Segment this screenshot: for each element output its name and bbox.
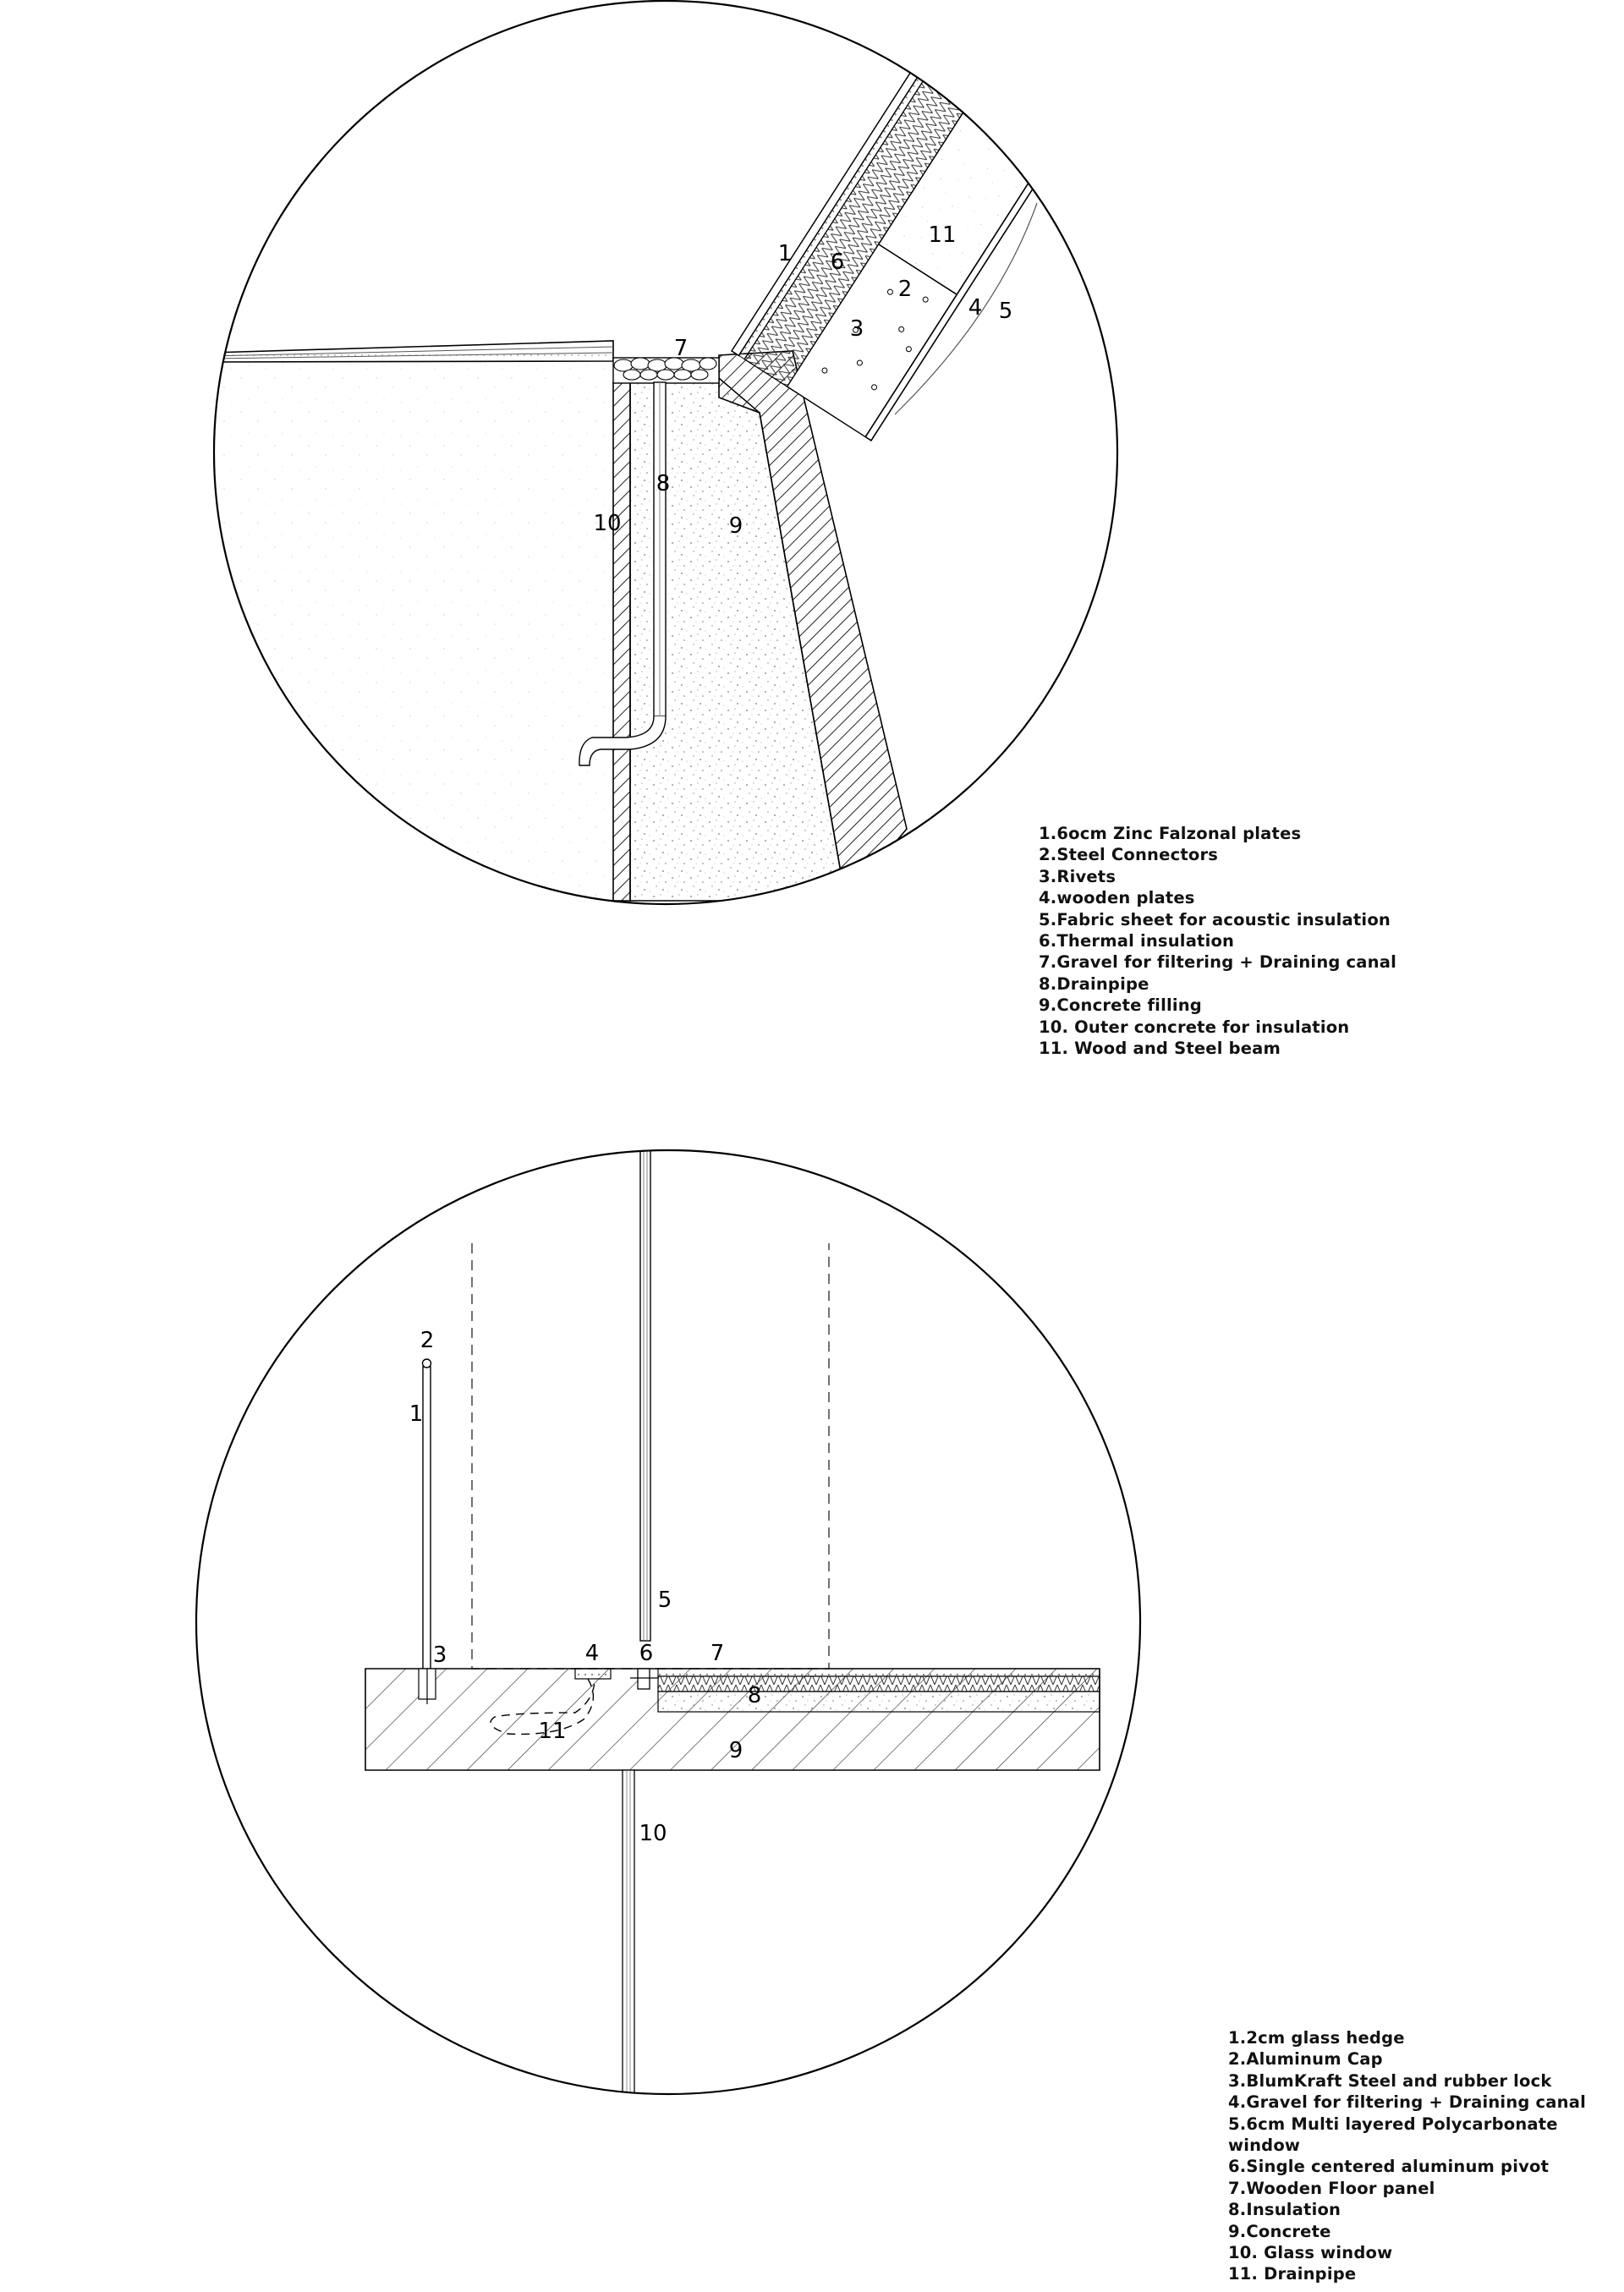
label-1: 1 xyxy=(777,241,793,266)
roof-detail xyxy=(211,0,1117,913)
label-11: 11 xyxy=(928,222,957,248)
legend-item: 2.Aluminum Cap xyxy=(1228,2049,1383,2070)
glass-hedge xyxy=(423,1359,431,1673)
legend-item: 6.Single centered aluminum pivot xyxy=(1228,2157,1550,2177)
gravel-canal xyxy=(575,1669,611,1679)
legend-item: 7.Gravel for filtering + Draining canal xyxy=(1039,952,1396,973)
legend-item: 11. Drainpipe xyxy=(1228,2264,1357,2284)
legend-bottom xyxy=(1228,2027,1586,2285)
polycarbonate-window xyxy=(640,1133,650,1641)
interior-space xyxy=(211,364,613,913)
legend-item: 10. Outer concrete for insulation xyxy=(1039,1017,1350,1037)
legend-item: 9.Concrete filling xyxy=(1039,995,1202,1016)
label-7: 7 xyxy=(710,1641,725,1666)
legend-item: 9.Concrete xyxy=(1228,2221,1331,2241)
legend-item: 2.Steel Connectors xyxy=(1039,845,1219,865)
legend-item: 1.2cm glass hedge xyxy=(1228,2028,1405,2048)
outer-concrete-wall xyxy=(613,382,630,901)
legend-item: 4.wooden plates xyxy=(1039,888,1195,908)
legend-item: 11. Wood and Steel beam xyxy=(1039,1039,1281,1059)
legend-item: 7.Wooden Floor panel xyxy=(1228,2178,1435,2198)
label-4: 4 xyxy=(968,295,983,321)
legend-item: 6.Thermal insulation xyxy=(1039,931,1235,951)
label-10: 10 xyxy=(639,1821,667,1846)
label-5: 5 xyxy=(998,299,1013,324)
legend-item: 1.6ocm Zinc Falzonal plates xyxy=(1039,824,1302,843)
label-8: 8 xyxy=(747,1683,762,1708)
glass-window-below xyxy=(623,1770,634,2108)
label-1: 1 xyxy=(409,1401,424,1427)
label-9: 9 xyxy=(728,1738,743,1763)
legend-item: 3.BlumKraft Steel and rubber lock xyxy=(1228,2070,1552,2091)
legend-top xyxy=(1039,823,1396,1059)
label-3: 3 xyxy=(432,1642,447,1668)
legend-item: 8.Insulation xyxy=(1228,2200,1341,2220)
label-7: 7 xyxy=(673,336,689,361)
label-3: 3 xyxy=(849,316,864,342)
label-6: 6 xyxy=(830,249,845,275)
label-11: 11 xyxy=(538,1719,567,1744)
label-2: 2 xyxy=(420,1328,435,1353)
floor-buildup xyxy=(658,1669,1100,1712)
label-5: 5 xyxy=(657,1587,672,1613)
gravel-canal xyxy=(613,358,719,383)
sloped-roof-assembly xyxy=(732,0,1100,441)
aluminum-cap xyxy=(423,1359,431,1368)
legend-item: 5.Fabric sheet for acoustic insulation xyxy=(1039,909,1391,929)
floor-detail xyxy=(196,1133,1140,2108)
label-10: 10 xyxy=(593,511,622,536)
aluminum-pivot xyxy=(638,1669,650,1689)
legend-item: 8.Drainpipe xyxy=(1039,973,1149,994)
legend-item: window xyxy=(1228,2136,1301,2156)
label-2: 2 xyxy=(897,277,913,302)
label-9: 9 xyxy=(728,513,743,539)
label-8: 8 xyxy=(656,471,671,496)
label-6: 6 xyxy=(639,1641,654,1666)
legend-item: 3.Rivets xyxy=(1039,866,1116,886)
legend-item: 4.Gravel for filtering + Draining canal xyxy=(1228,2092,1586,2113)
left-roof-slab xyxy=(211,341,613,362)
detail-circle xyxy=(196,1150,1140,2094)
legend-item: 10. Glass window xyxy=(1228,2243,1393,2263)
label-4: 4 xyxy=(584,1641,600,1666)
legend-item: 5.6cm Multi layered Polycarbonate xyxy=(1228,2114,1558,2134)
